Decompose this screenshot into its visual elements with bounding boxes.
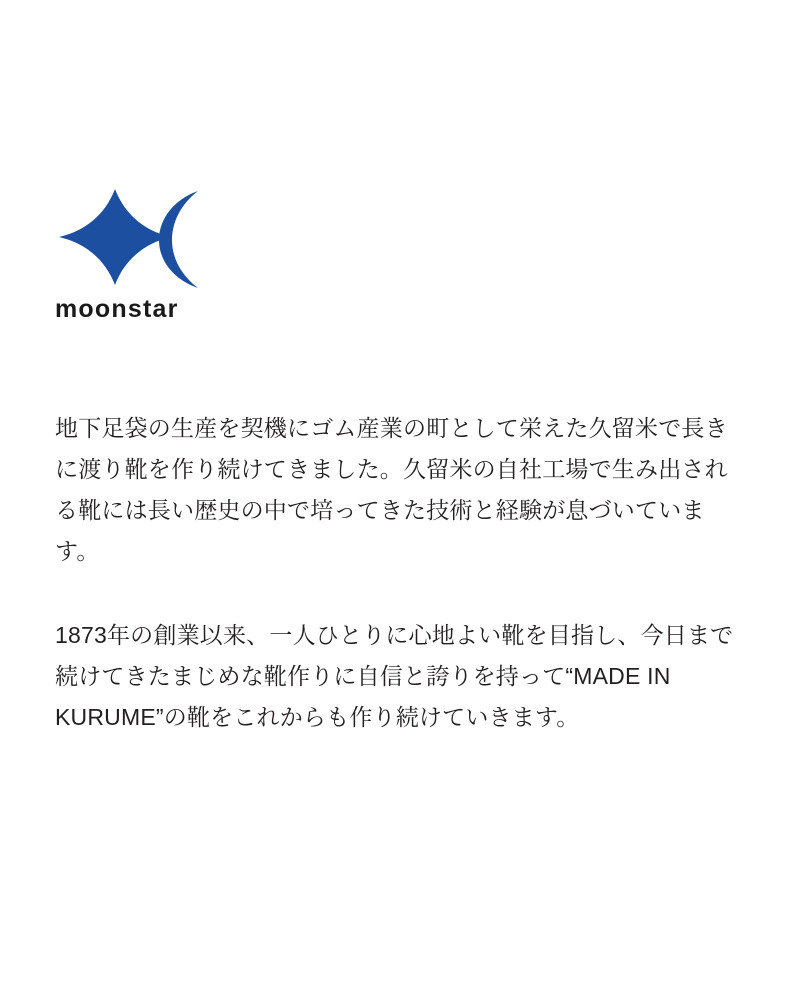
brand-logo-block bbox=[55, 185, 355, 324]
paragraph-heritage: 地下足袋の生産を契機にゴム産業の町として栄えた久留米で長きに渡り靴を作り続けてきました。久留米の自社工場で生み出される靴には長い歴史の中で培ってきた技術と経験が息づいています。 bbox=[55, 415, 728, 564]
moonstar-four-point-star-crescent-icon bbox=[55, 185, 215, 290]
paragraph-founding: 1873年の創業以来、一人ひとりに心地よい靴を目指し、今日まで続けてきたまじめな靴作りに自信と誇りを持って“MADE IN KURUME”の靴をこれからも作り続けていきます。 bbox=[55, 622, 734, 730]
brand-wordmark-text: moonstar bbox=[55, 295, 179, 323]
brand-wordmark bbox=[55, 294, 240, 324]
brand-statement-copy bbox=[55, 408, 745, 738]
